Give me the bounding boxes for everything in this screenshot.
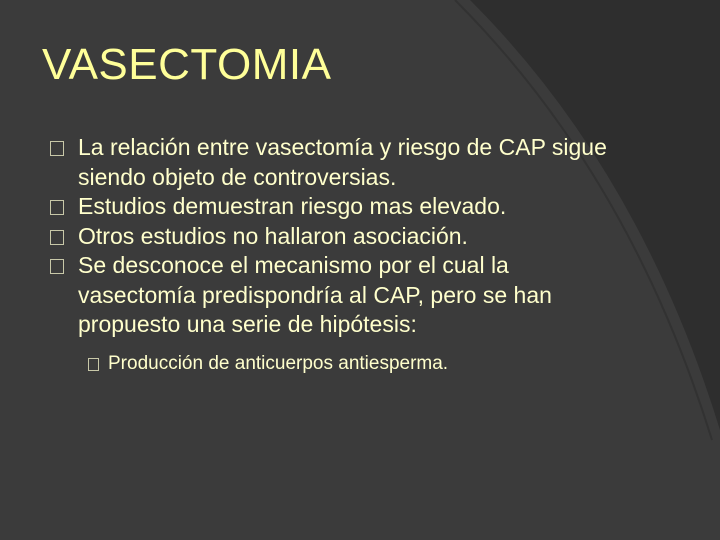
bullet-item bbox=[50, 133, 630, 192]
square-bullet-icon bbox=[50, 259, 64, 274]
sub-bullet-item bbox=[88, 352, 630, 376]
square-bullet-icon bbox=[50, 230, 64, 245]
bullet-text: Se desconoce el mecanismo por el cual la vasectomía predispondría al CAP, pero se han propuesto una serie de hipótesis: bbox=[78, 252, 552, 337]
bullet-text: La relación entre vasectomía y riesgo de CAP sigue siendo objeto de controversias. bbox=[78, 134, 607, 190]
slide-title: VASECTOMIA bbox=[42, 40, 332, 89]
sub-bullet-text: Producción de anticuerpos antiesperma. bbox=[108, 352, 449, 374]
bullet-text: Estudios demuestran riesgo mas elevado. bbox=[78, 193, 507, 219]
slide-body bbox=[50, 133, 630, 376]
square-bullet-icon bbox=[50, 200, 64, 215]
bullet-item bbox=[50, 192, 630, 222]
square-bullet-icon bbox=[50, 141, 64, 156]
bullet-item bbox=[50, 222, 630, 252]
bullet-text: Otros estudios no hallaron asociación. bbox=[78, 222, 468, 249]
square-bullet-icon bbox=[88, 358, 99, 371]
bullet-item bbox=[50, 251, 630, 340]
